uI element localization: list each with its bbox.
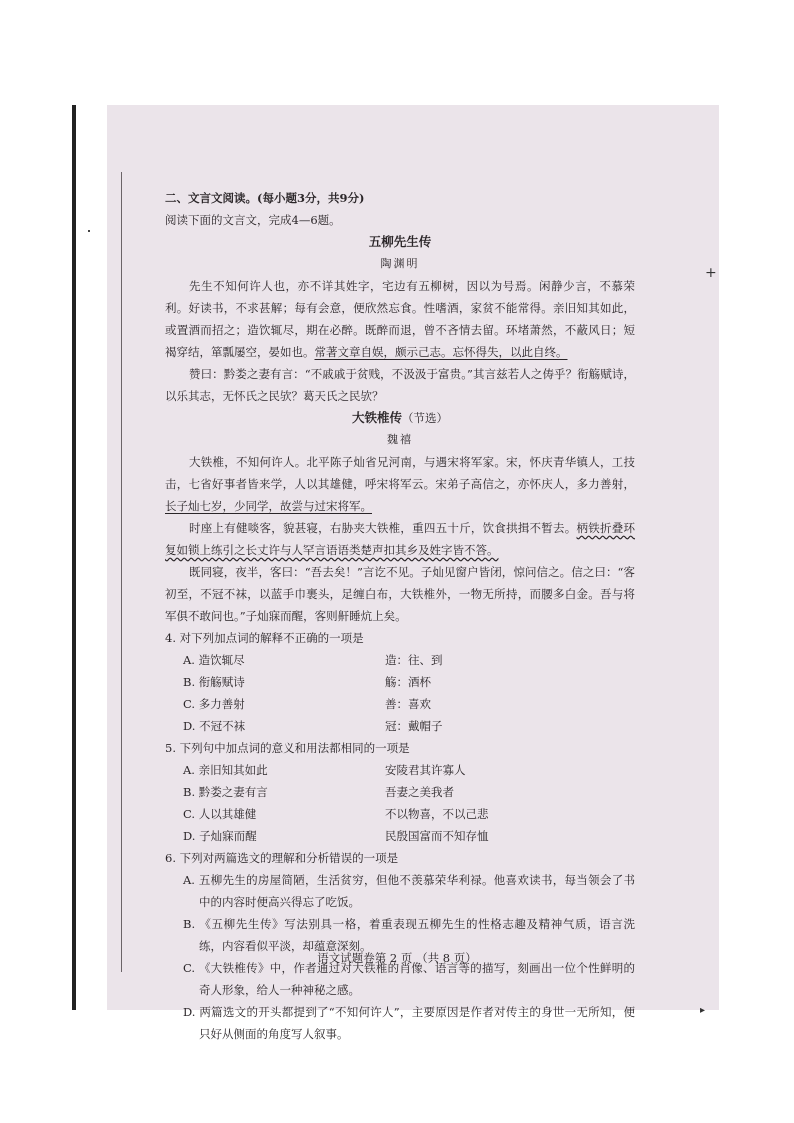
question-4-option-b <box>165 671 635 693</box>
section-title: 二、文言文阅读。(每小题3分，共9分) <box>165 191 365 205</box>
question-6-option-a: A. 五柳先生的房屋简陋，生活贫穷，但他不羡慕荣华利禄。他喜欢读书，每当领会了书中的内容时便高兴得忘了吃饭。 <box>183 873 635 909</box>
essay2-subtitle: （节选） <box>402 411 448 425</box>
essay2-paragraph-3: 既同寝，夜半，客曰：“吾去矣！”言讫不见。子灿见窗户皆闭，惊问信之。信之曰：“客初至，不冠不袜，以蓝手巾裹头，足缠白布，大铁椎外，一物无所持，而腰多白金。吾与将军俱不敢问也。”子灿寐而醒，客则鼾睡炕上矣。 <box>165 565 635 623</box>
essay2-p2-wavy-underlined: 柄铁折叠环复如锁上练引之长丈许与人罕言语语类楚声扣其乡及姓字皆不答。 <box>165 521 636 557</box>
essay1-author: 陶渊明 <box>380 257 420 270</box>
question-4-option-a <box>165 649 635 671</box>
crosshair-mark-icon: + <box>705 265 717 281</box>
option-text: C. 人以其雄健 <box>183 807 257 821</box>
scan-left-edge <box>72 105 76 1010</box>
essay2-paragraph-2 <box>165 517 635 561</box>
essay2-p1-underlined: 长子灿七岁，少同学，故尝与过宋将军。 <box>165 499 372 513</box>
option-compare: 民殷国富而不知存恤 <box>385 829 489 843</box>
question-5-stem: 5. 下列句中加点词的意义和用法都相同的一项是 <box>165 741 410 755</box>
margin-line <box>121 172 122 972</box>
option-compare: 安陵君其许寡人 <box>385 763 466 777</box>
essay2-title: 大铁椎传 <box>351 410 402 425</box>
question-6-option-d: D. 两篇选文的开头都提到了“不知何许人”，主要原因是作者对传主的身世一无所知，便只好从侧面的角度写人叙事。 <box>183 1005 635 1041</box>
scan-speck <box>88 230 90 232</box>
option-gloss: 造：往、到 <box>385 653 443 667</box>
question-6-stem: 6. 下列对两篇选文的理解和分析错误的一项是 <box>165 851 399 865</box>
question-6-option-b: B. 《五柳先生传》写法别具一格，着重表现五柳先生的性格志趣及精神气质，语言洗练，内容看似平淡，却蕴意深刻。 <box>183 917 635 953</box>
question-5-option-d <box>165 825 635 847</box>
question-4-stem: 4. 对下列加点词的解释不正确的一项是 <box>165 631 364 645</box>
essay1-paragraph-1 <box>165 275 635 363</box>
option-text: B. 黔娄之妻有言 <box>183 785 268 799</box>
essay1-title: 五柳先生传 <box>368 234 432 249</box>
page-footer: 语文试题卷第 2 页 （共 8 页） <box>317 951 477 965</box>
option-text: D. 不冠不袜 <box>183 719 246 733</box>
option-text: D. 子灿寐而醒 <box>183 829 257 843</box>
option-text: A. 亲旧知其如此 <box>183 763 268 777</box>
essay2-p1-text: 大铁椎，不知何许人。北平陈子灿省兄河南，与遇宋将军家。宋，怀庆青华镇人，工技击，七省好事者皆来学，人以其雄健，呼宋将军云。宋弟子高信之，亦怀庆人，多力善射， <box>165 455 635 491</box>
option-gloss: 善：喜欢 <box>385 697 431 711</box>
essay1-p1-underlined: 常著文章自娱，颇示己志。忘怀得失，以此自终。 <box>314 345 568 359</box>
corner-arrow-icon: ▸ <box>700 1005 706 1016</box>
option-compare: 吾妻之美我者 <box>385 785 454 799</box>
option-gloss: 冠：戴帽子 <box>385 719 443 733</box>
option-compare: 不以物喜，不以己悲 <box>385 807 489 821</box>
question-5-option-c <box>165 803 635 825</box>
essay2-title-line <box>165 407 635 429</box>
question-4-option-c <box>165 693 635 715</box>
question-4-option-d <box>165 715 635 737</box>
essay1-paragraph-2: 赞曰：黔娄之妻有言：“不戚戚于贫贱，不汲汲于富贵。”其言兹若人之俦乎？衔觞赋诗，以乐其志，无怀氏之民欤？葛天氏之民欤？ <box>165 367 635 403</box>
question-5-option-b <box>165 781 635 803</box>
section-instruction: 阅读下面的文言文，完成4—6题。 <box>165 213 341 227</box>
option-text: B. 衔觞赋诗 <box>183 675 245 689</box>
exam-content <box>165 187 635 1045</box>
essay2-p2-text: 时座上有健啖客，貌甚寝，右胁夹大铁椎，重四五十斤，饮食拱揖不暂去。 <box>189 521 577 535</box>
option-text: A. 造饮辄尽 <box>183 653 245 667</box>
essay2-paragraph-1 <box>165 451 635 517</box>
question-6-option-c: C. 《大铁椎传》中，作者通过对大铁椎的肖像、语言等的描写，刻画出一位个性鲜明的奇人形象，给人一种神秘之感。 <box>183 961 635 997</box>
essay2-author: 魏禧 <box>387 433 413 446</box>
option-text: C. 多力善射 <box>183 697 245 711</box>
essay1-p1-text: 先生不知何许人也，亦不详其姓字，宅边有五柳树，因以为号焉。闲静少言，不慕荣利。好读书，不求甚解；每有会意，便欣然忘食。性嗜酒，家贫不能常得。亲旧知其如此，或置酒而招之；造饮辄尽，期在必醉。既醉而退，曾不吝情去留。环堵萧然，不蔽风日；短褐穿结，箪瓢屡空，晏如也。 <box>165 279 635 359</box>
question-5-option-a <box>165 759 635 781</box>
option-gloss: 觞：酒杯 <box>385 675 431 689</box>
